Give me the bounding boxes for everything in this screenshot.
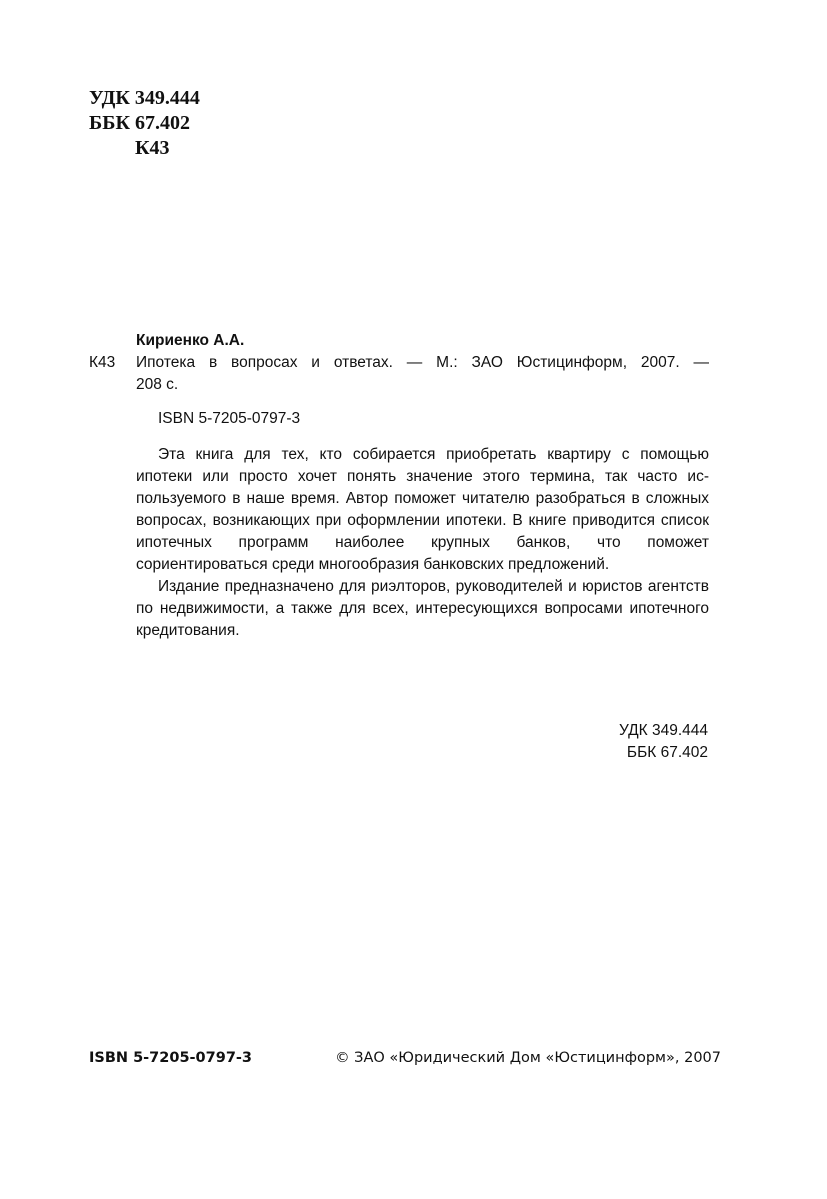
annotation-paragraph-2: Издание предназначено для риэлторов, руководителей и юристов агентств по недвижимости, а также для всех, интересующихся вопросами ипотечного кредитования. [136,578,709,639]
bbk-code-right: ББК 67.402 [626,744,708,761]
author-name: Кириенко А.А. [136,332,245,349]
annotation [89,444,709,642]
classification-block [89,86,200,161]
book-title-line: Ипотека в вопросах и ответах. — М.: ЗАО Юстицинформ, 2007. — [136,354,709,371]
annotation-paragraph-1: Эта книга для тех, кто собирается приобретать квартиру с помощью ипотеки или просто хочет понять значение этого термина, так часто используемого в наше время. Автор поможет читателю разобраться в сложных вопросах, возникающих при оформлении ипотеки. В книге приводится список ипотечных программ наиболее крупных банков, что поможет сориентироваться среди многообразия банковских предложений. [136,446,709,573]
side-author-sign: К43 [89,354,116,371]
author-sign: К43 [135,137,170,159]
udk-code: УДК 349.444 [89,87,200,109]
footer-isbn: ISBN 5-7205-0797-3 [89,1050,253,1066]
page-count: 208 с. [136,376,179,393]
classification-codes-right [560,720,708,764]
isbn-record: ISBN 5-7205-0797-3 [158,410,301,427]
title-row [89,352,709,374]
bbk-code: ББК 67.402 [89,112,190,134]
bibliographic-record [89,330,709,642]
udk-code-right: УДК 349.444 [618,722,708,739]
copyright-notice: © ЗАО «Юридический Дом «Юстицинформ», 2007 [335,1050,721,1066]
